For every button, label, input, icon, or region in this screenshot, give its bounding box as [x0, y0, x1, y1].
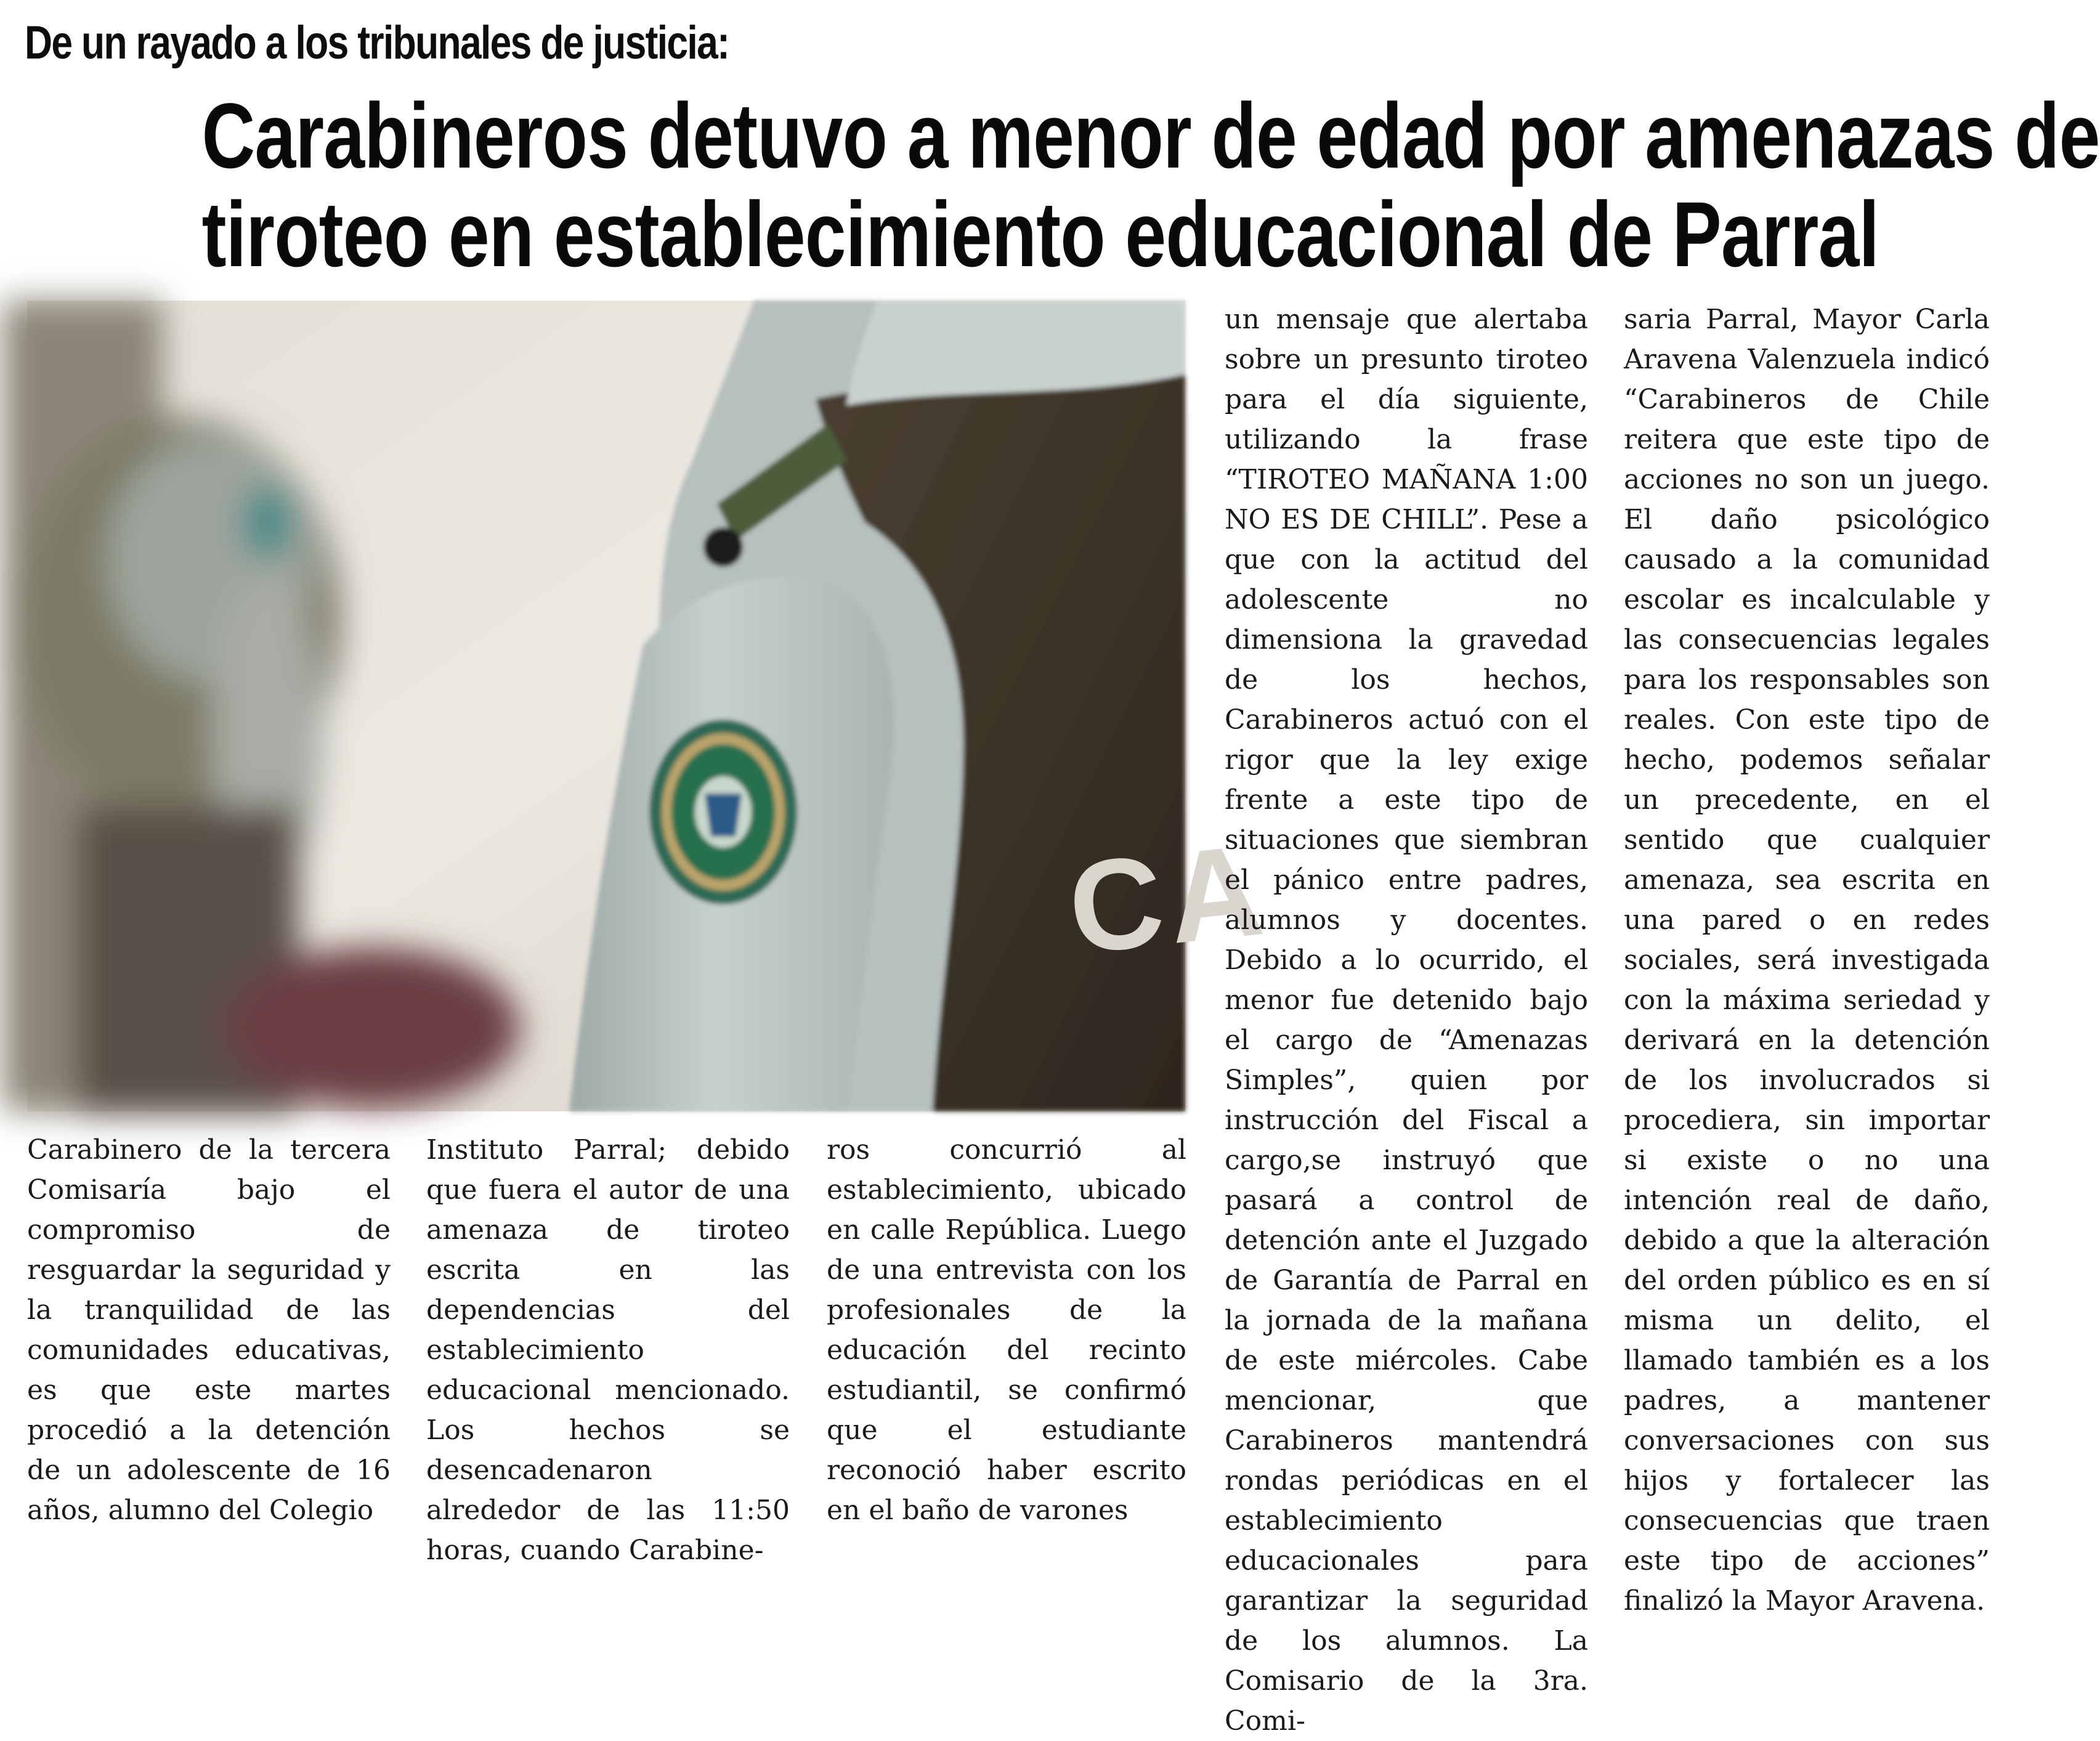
- article-column-1: Carabinero de la tercera Comisaría bajo el compromiso de resguardar la seguridad y la tranquilidad de las comunidades educativas, es que este martes procedió a la detención de un adolescente de 16 años, alumno del Colegio: [27, 1134, 391, 1526]
- headline-line-1: Carabineros detuvo a menor de edad por amenazas de: [201, 84, 2100, 187]
- article-photo: [27, 301, 1276, 1111]
- article-column-5: saria Parral, Mayor Carla Aravena Valenzuela indicó “Carabineros de Chile reitera que este tipo de acciones no son un juego. El daño psicológico causado a la comunidad escolar es incalculable y las consecuencias legales para los responsables son reales. Con este tipo de hecho, podemos señalar un precedente, en el sentido que cualquier amenaza, sea escrita en una pared o en redes sociales, será investigada con la máxima seriedad y derivará en la detención de los involucrados si procediera, sin importar si existe o no una intención real de daño, debido a que la alteración del orden público es en sí misma un delito, el llamado también es a los padres, a mantener conversaciones con sus hijos y fortalecer las consecuencias que traen este tipo de acciones” finalizó la Mayor Aravena.: [1624, 304, 1990, 1617]
- article-column-4: un mensaje que alertaba sobre un presunto tiroteo para el día siguiente, utilizando la frase “TIROTEO MAÑANA 1:00 NO ES DE CHILL”. Pese a que con la actitud del adolescente no dimensiona la gravedad de los hechos, Carabineros actuó con el rigor que la ley exige frente a este tipo de situaciones que siembran el pánico entre padres, alumnos y docentes. Debido a lo ocurrido, el menor fue detenido bajo el cargo de “Amenazas Simples”, quien por instrucción del Fiscal a cargo,se instruyó que pasará a control de detención ante el Juzgado de Garantía de Parral en la jornada de la mañana de este miércoles. Cabe mencionar, que Carabineros mantendrá rondas periódicas en el establecimiento educacionales para garantizar la seguridad de los alumnos. La Comisario de la 3ra. Comi-: [1225, 304, 1588, 1737]
- article-column-2: Instituto Parral; debido que fuera el autor de una amenaza de tiroteo escrita en las dependencias del establecimiento educacional mencionado. Los hechos se desencadenaron alrededor de las 11:50 horas, cuando Carabine-: [426, 1134, 790, 1566]
- article-kicker: De un rayado a los tribunales de justicia:: [25, 17, 729, 69]
- headline-line-2: tiroteo en establecimiento educacional de Parral: [201, 182, 1879, 286]
- article-headline: [0, 84, 2100, 286]
- vest-lettering: CA: [1062, 816, 1276, 981]
- article-column-3: ros concurrió al establecimiento, ubicado en calle República. Luego de una entrevista con los profesionales de la educación del recinto estudiantil, se confirmó que el estudiante reconoció haber escrito en el baño de varones: [827, 1134, 1186, 1526]
